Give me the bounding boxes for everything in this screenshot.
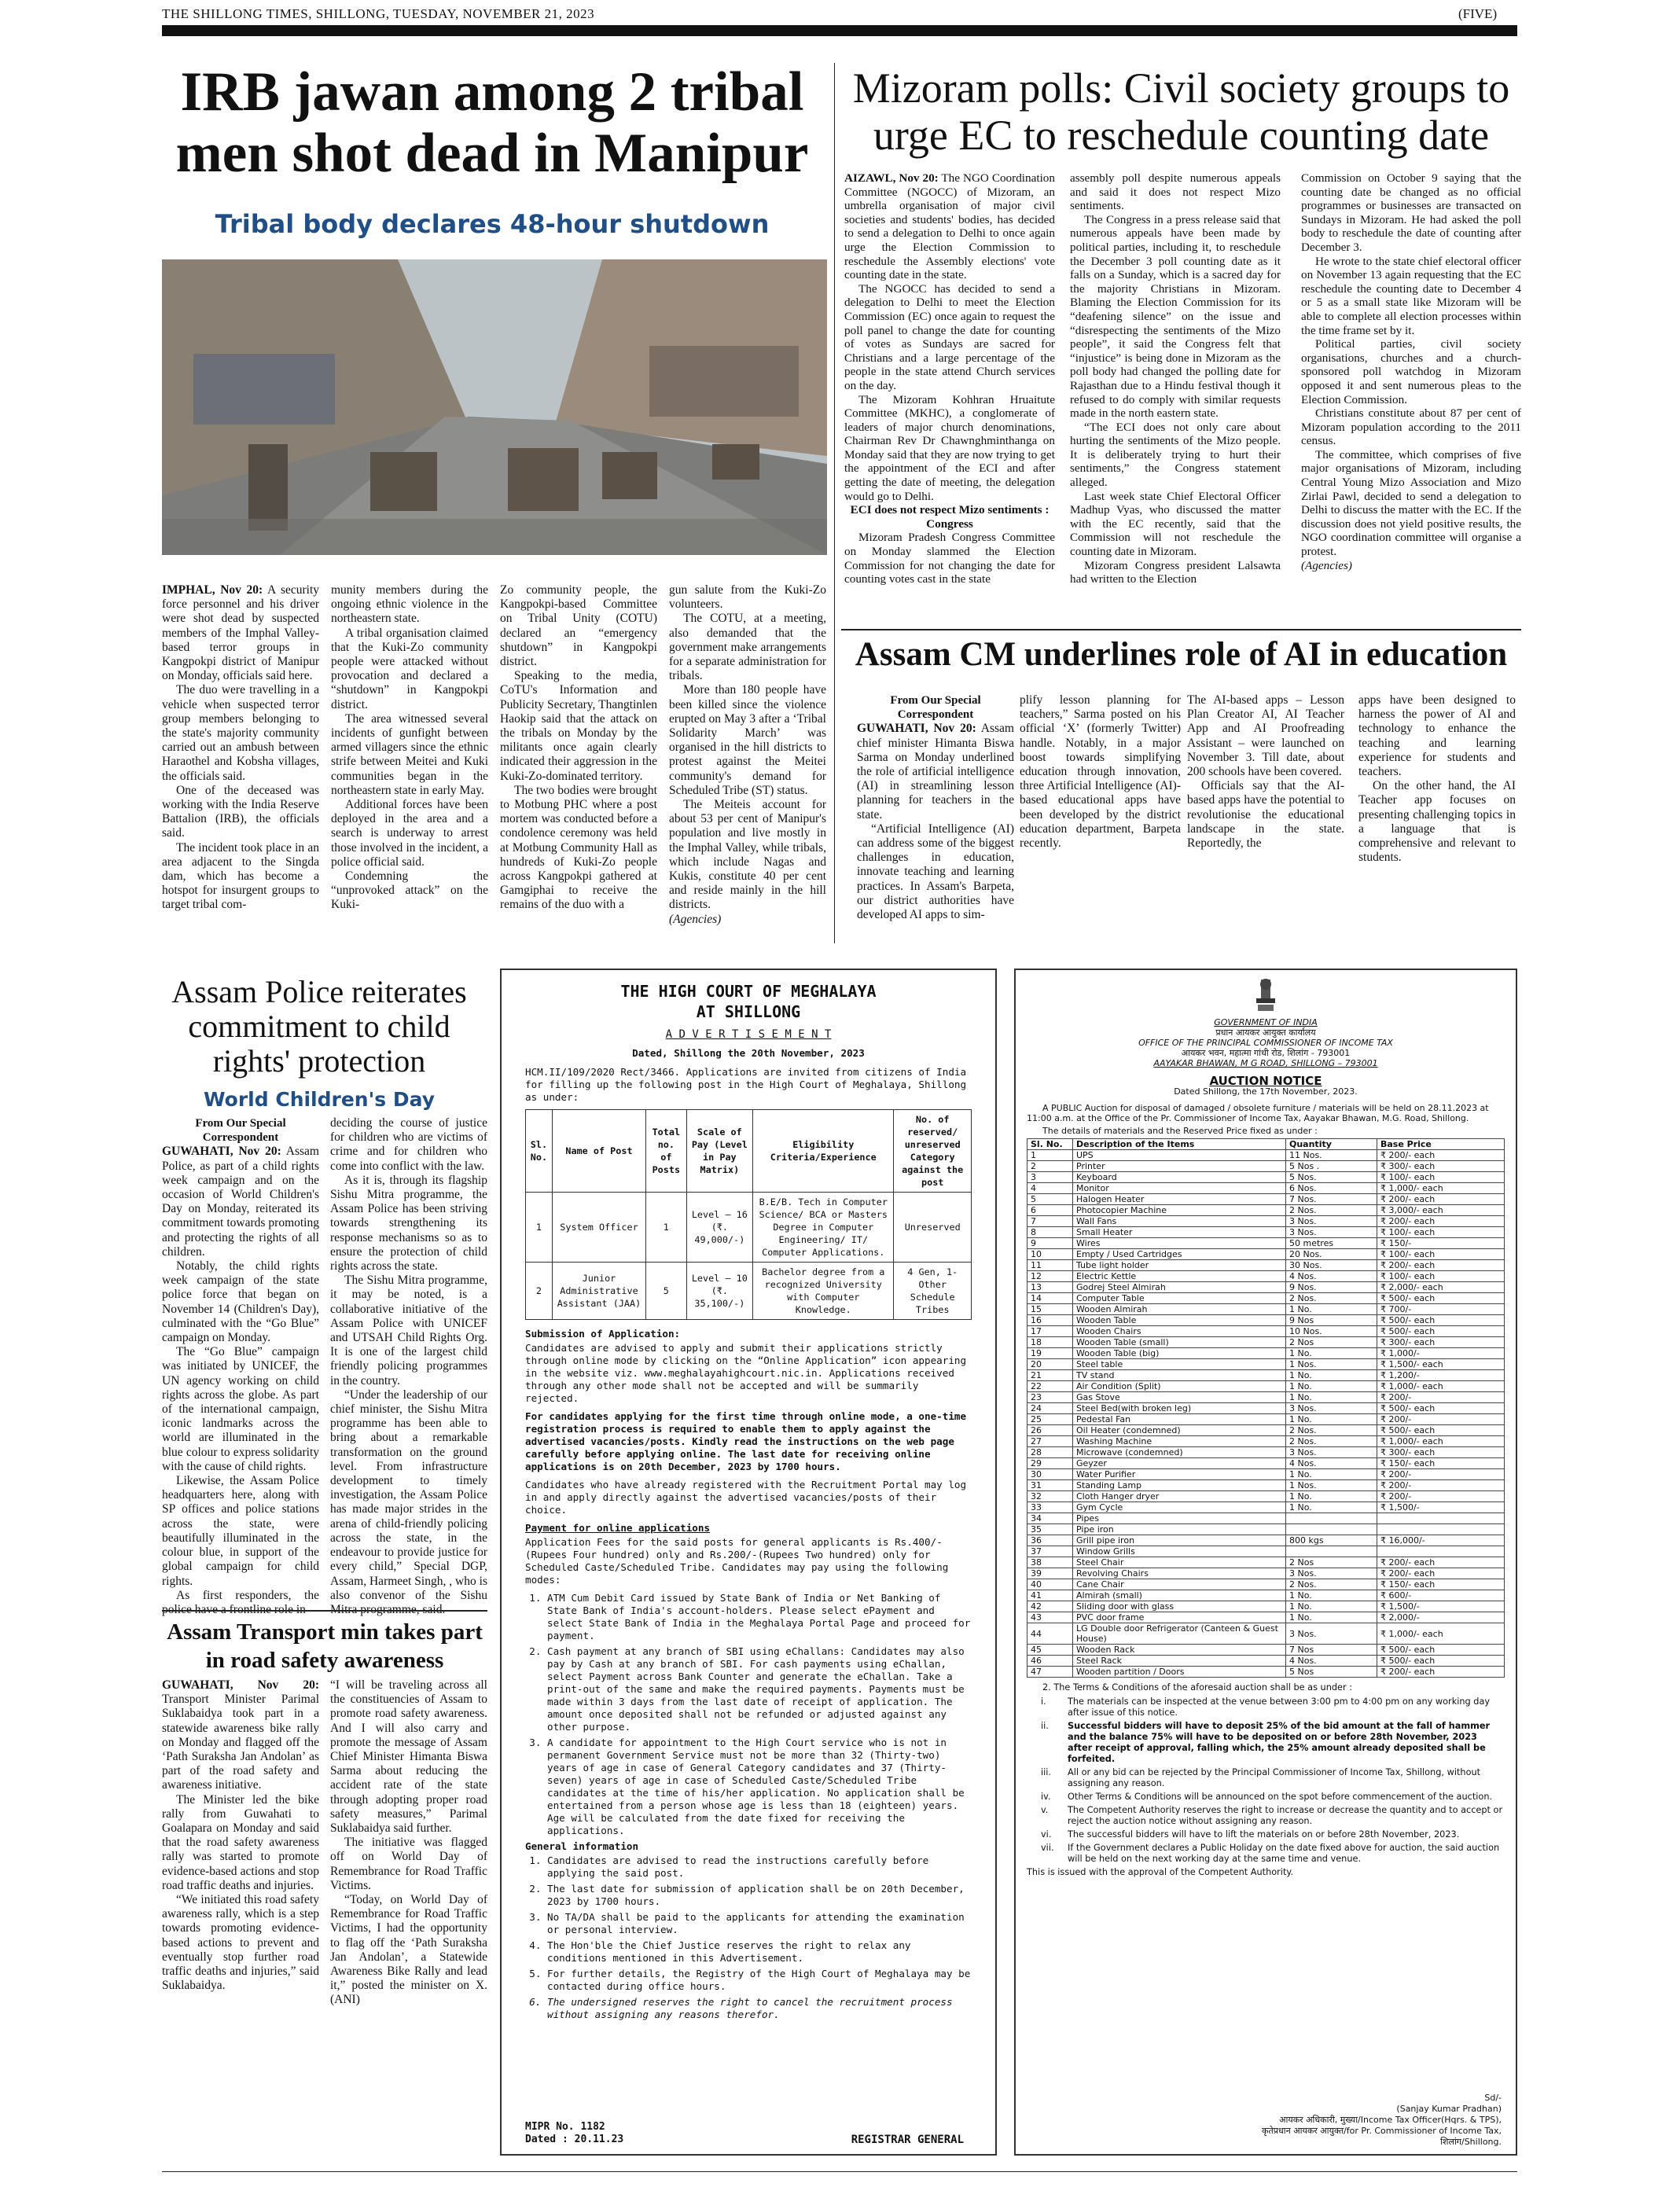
auction-item-row: 4 Monitor 6 Nos. ₹ 1,000/- each [1027,1183,1505,1194]
it-hindi-1: प्रधान आयकर आयुक्त कार्यालय [1215,1027,1316,1038]
auction-item-row: 40 Cane Chair 2 Nos. ₹ 150/- each [1027,1579,1505,1590]
auction-item-row: 9 Wires 50 metres ₹ 150/- [1027,1238,1505,1249]
it-office: OFFICE OF THE PRINCIPAL COMMISSIONER OF INCOME TAX [1138,1038,1393,1048]
story4-bottom-rule [162,1610,487,1612]
auction-item-row: 15 Wooden Almirah 1 No. ₹ 700/- [1027,1304,1505,1315]
auction-item-row: 6 Photocopier Machine 2 Nos. ₹ 3,000/- each [1027,1205,1505,1216]
story5-headline: Assam Transport min takes part in road safety awareness [167,1619,483,1673]
story4-headline: Assam Police reiterates commitment to child rights' protection [171,975,467,1079]
story2-col1: AIZAWL, Nov 20: The NGO Coordination Committee (NGOCC) of Mizoram, an umbrella organisation of major civil societies and students' bodies, has decided to send a delegation to Delhi to once again urge the Election Commission to reschedule the Assembly elections' vote counting date in the state. The NGOCC has decided to send a delegation to Delhi to meet the Election Commission (EC) once again to request the poll panel to change the date for counting of votes as Sundays are sacred for Christians and a large percentage of the people in the state attend Church services on the day. The Mizoram Kohhran Hruaitute Committee (MKHC), a conglomerate of leaders of major church denominations, Chairman Rev Dr Chawnghminthanga on Monday said that they are now trying to get the appointment of the ECI and after getting the date of meeting, the delegation would go to Delhi. ECI does not respect Mizo sentiments : Congress Mizoram Pradesh Congress Committee on Monday slammed the Election Commission for not changing the date for counting votes cast in the state [844,171,1055,586]
shutdown-street-photo [162,259,827,555]
story3-col1: From Our Special Correspondent GUWAHATI, Nov 20: Assam chief minister Himanta Biswa Sarma on Monday underlined the role of artificial intelligence (AI) in streamlining lesson planning for teachers in the state. “Artificial Intelligence (AI) can address some of the biggest challenges in education, innovate teaching and learning practices. In Assam's Barpeta, our district authorities have developed AI apps to sim- [857,694,1014,922]
auction-item-row: 7 Wall Fans 3 Nos. ₹ 200/- each [1027,1216,1505,1227]
auction-term: vi. The successful bidders will have to lift the materials on or before 28th November, 2023. [1041,1829,1460,1840]
auction-item-row: 8 Small Heater 3 Nos. ₹ 100/- each [1027,1227,1505,1238]
auction-item-row: 34 Pipes [1027,1513,1505,1524]
it-intro: A PUBLIC Auction for disposal of damaged / obsolete furniture / materials will be held on 28.11.2023 at 11:00 a.m. at the Office of the Pr. Commissioner of Income Tax, Aayakar Bhawan, M.G. Road, Shillong. [1027,1103,1489,1123]
hc-mipr-date: Dated : 20.11.23 [525,2134,624,2145]
auction-item-row: 23 Gas Stove 1 No. ₹ 200/- [1027,1392,1505,1403]
auction-item-row: 18 Wooden Table (small) 2 Nos ₹ 300/- each [1027,1337,1505,1348]
story4-subhead: World Children's Day [203,1088,435,1111]
auction-item-row: 38 Steel Chair 2 Nos ₹ 200/- each [1027,1557,1505,1568]
auction-term: iv. Other Terms & Conditions will be announced on the spot before commencement of the auction. [1041,1792,1493,1802]
it-hindi-2: आयकर भवन, महात्मा गांधी रोड, शिलांग - 793001 [1181,1048,1351,1058]
it-intro-2: The details of materials and the Reserved Price fixed as under : [1042,1126,1318,1136]
it-terms: 2. The Terms & Conditions of the aforesaid auction shall be as under : i. The materials can be inspected at the venue between 3:00 pm to 4:00 pm on any working day after issue of this notice. ii. Successful bidders will have to deposit 25% of the bid amount at the fall of hammer and the balance 75% will have to be deposited on or before 28th November, 2023 after receipt of approval, falling which, the 25% amount already deposited shall be forfeited. iii. All or any bid can be rejected by the Principal Commissioner of Income Tax, Shillong, without assigning any reason. iv. Other Terms & Conditions will be announced on the spot before commencement of the auction. v. The Competent Authority reserves the right to increase or decrease the quantity and to accept or reject the auction notice without assigning any reason. vi. The successful bidders will have to lift the materials on or before 28th November, 2023. vii. If the Government declares a Public Holiday on the date fixed above for auction, the said auction will be held on the next working day at the same time and venue. This is issued with the approval of the Competent Authority. [1027,1682,1505,1878]
page-number: (FIVE) [1458,6,1498,21]
table-row: 1 System Officer 1 Level – 16 (₹. 49,000/-) B.E/B. Tech in Computer Science/ BCA or Masters Degree in Computer Engineering/ IT/ Computer Applications. Unreserved [526,1193,972,1263]
auction-term: iii. All or any bid can be rejected by the Principal Commissioner of Income Tax, Shillong, without assigning any reason. [1041,1767,1481,1788]
auction-item-row: 42 Sliding door with glass 1 No. ₹ 1,500/- [1027,1601,1505,1612]
auction-item-row: 39 Revolving Chairs 3 Nos. ₹ 200/- each [1027,1568,1505,1579]
it-signature: Sd/- (Sanjay Kumar Pradhan) आयकर अधिकारी, मुख्या/Income Tax Officer(Hqrs. & TPS), कृतेप्रधान आयकर आयुक्त/for Pr. Commissioner of Income Tax, शिलांग/Shillong. [1262,2093,1502,2147]
story1-col3: Zo community people, the Kangpokpi-based Committee on Tribal Unity (COTU) declared an “emergency shutdown” in Kangpokpi district. Speaking to the media, CoTU's Information and Publicity Secretary, Thangtinlen Haokip said that the attack on the tribals on Monday by the militants once again clearly indicated their aggression in the Kuki-Zo-dominated territory. The two bodies were brought to Motbung PHC where a post mortem was conducted before a condolence ceremony was held at Motbung Community Hall as hundreds of Kuki-Zo people across Kangpokpi gathered at Gamgiphai to receive the remains of the duo with a [500,583,657,912]
auction-item-row: 30 Water Purifier 1 No. ₹ 200/- [1027,1469,1505,1480]
it-dated: Dated Shillong, the 17th November, 2023. [1174,1086,1358,1097]
auction-item-row: 21 TV stand 1 No. ₹ 1,200/- [1027,1370,1505,1381]
auction-item-row: 43 PVC door frame 1 No. ₹ 2,000/- [1027,1612,1505,1623]
auction-item-row: 26 Oil Heater (condemned) 2 Nos. ₹ 500/- each [1027,1425,1505,1436]
story2-col2: assembly poll despite numerous appeals and said it does not respect Mizo sentiments. The Congress in a press release said that numerous appeals have been made by political parties, including it, to reschedule the December 3 poll counting date as it falls on a Sunday, which is a sacred day for the majority Christians in Mizoram. Blaming the Election Commission for its “deafening silence” on the issue and “disrespecting the sentiments of the Mizo people”, it said the Congress felt that “injustice” is being done in Mizoram as the poll body had changed the polling date for Rajasthan due to a Hindu festival though it refused to do comply with similar requests made in the north eastern state. “The ECI does not only care about hurting the sentiments of the Mizo people. It is deliberately trying to hurt their sentiments,” the Congress statement alleged. Last week state Chief Electoral Officer Madhup Vyas, who discussed the matter with the EC recently, said that the Commission will not reschedule the counting date in Mizoram. Mizoram Congress president Lalsawta had written to the Election [1070,171,1281,586]
auction-item-row: 3 Keyboard 5 Nos. ₹ 100/- each [1027,1172,1505,1183]
auction-item-row: 17 Wooden Chairs 10 Nos. ₹ 500/- each [1027,1326,1505,1337]
hc-posts-table: Sl. No. Name of Post Total no. of Posts Scale of Pay (Level in Pay Matrix) Eligibility Criteria/Experience No. of reserved/ unreserved Category against the post 1 System Officer 1 Level – 16 (₹. 49,000/-) B.E/B. Tech in Computer Science/ BCA or Masters Degree in Computer Engineering/ IT/ Computer Applications. Unreserved 2 Junior Administrative Assistant (JAA) 5 Level – 10 (₹. 35,100/-) Bachelor degree from a recognized University with Computer Knowledge. 4 Gen, 1-Other Schedule Tribes [525,1109,972,1320]
story4-col2: deciding the course of justice for children who are victims of crime and for children who come into conflict with the law. As it is, through its flagship Sishu Mitra programme, the Assam Police has been striving towards strengthening its response mechanisms so as to ensure the protection of child rights across the state. The Sishu Mitra programme, it may be noted, is a collaborative initiative of the Assam Police with UNICEF and UTSAH Child Rights Org. It is one of the largest child friendly policing programmes in the country. “Under the leadership of our chief minister, the Sishu Mitra programme has been able to bring about a remarkable transformation on the ground level. From infrastructure development to timely investigation, the Assam Police has made major strides in the arena of child-friendly policing across the state, in the endeavour to provide justice for every child,” Special DGP, Assam, Harmeet Singh, , who is also convenor of the Sishu [330,1116,487,1602]
auction-term: v. The Competent Authority reserves the right to increase or decrease the quantity and to accept or reject the auction notice without assigning any reason. [1041,1805,1503,1826]
auction-items-table: Sl. No. Description of the Items Quantity Base Price 1 UPS 11 Nos. ₹ 200/- each 2 Printer 5 Nos . ₹ 300/- each 3 Keyboard 5 Nos. ₹ 100/- each 4 Monitor 6 Nos. ₹ 1,000/- each 5 Halogen Heater 7 Nos. ₹ 200/- each 6 Photocopier Machine 2 Nos. ₹ 3,000/- each 7 Wall Fans 3 Nos. ₹ 200/- each 8 Small Heater 3 Nos. ₹ 100/- each 9 Wires 50 metres ₹ 150/- 10 Empty / Used Cartridges 20 Nos. ₹ 100/- each 11 Tube light holder 30 Nos. ₹ 200/- each 12 Electric Kettle 4 Nos. ₹ 100/- each 13 Godrej Steel Almirah 9 Nos. ₹ 2,000/- each 14 Computer Table 2 Nos. ₹ 500/- each 15 Wooden Almirah 1 No. ₹ 700/- 16 Wooden Table 9 Nos ₹ 500/- each 17 Wooden Chairs 10 Nos. ₹ 500/- each 18 Wooden Table (small) 2 Nos ₹ 300/- each 19 Wooden Table (big) 1 No. ₹ 1,000/- 20 Steel table 1 Nos. ₹ 1,500/- each 21 TV stand 1 No. ₹ 1,200/- 22 Air Condition (Split) 1 No. ₹ 1,000/- each 23 Gas Stove 1 No. ₹ 200/- 24 Steel Bed(with broken leg) 3 Nos. ₹ 500/- each 25 Pedestal Fan 1 No. ₹ 200/- 26 Oil Heater (condemned) 2 Nos. ₹ 500/- each 27 Washing Machine 2 Nos. ₹ 1,000/- each 28 Microwave (condemned) 3 Nos. ₹ 300/- each 29 Geyzer 4 Nos. ₹ 150/- each 30 Water Purifier 1 No. ₹ 200/- 31 Standing Lamp 1 Nos. ₹ 200/- 32 Cloth Hanger dryer 1 No. ₹ 200/- 33 Gym Cycle 1 No. ₹ 1,500/- 34 Pipes 35 Pipe iron 36 Grill pipe iron 800 kgs ₹ 16,000/- 37 Window Grills 38 Steel Chair 2 Nos ₹ 200/- each 39 Revolving Chairs 3 Nos. ₹ 200/- each 40 Cane Chair 2 Nos. ₹ 150/- each 41 Almirah (small) 1 No. ₹ 600/- 42 Sliding door with glass 1 No. ₹ 1,500/- 43 PVC door frame 1 No. ₹ 2,000/- 44 LG Double door Refrigerator (Canteen & Guest House) 3 Nos. ₹ 1,000/- each 45 Wooden Rack 7 Nos ₹ 500/- each 46 Steel Rack 4 Nos. ₹ 500/- each 47 Wooden partition / Doors 5 Nos ₹ 200/- each [1027,1138,1505,1678]
story4-col1: From Our Special Correspondent GUWAHATI, Nov 20: Assam Police, as part of a child rights week campaign and on the occasion of World Children's Day on Monday, reiterated its commitment towards promoting and protecting the rights of all children. Notably, the child rights week campaign of the state police force that began on November 14 (Children's Day), culminated with the “Go Blue” campaign on Monday. The “Go Blue” campaign was initiated by UNICEF, the UN agency working on child rights across the globe. As part of the international campaign, iconic landmarks across the world are illuminated in the blue colour to express solidarity with the cause of child rights. Likewise, the Assam Police headquarters here, along with SP offices and police stations across the state, were beautifully illuminated in the colour blue, in support of the global campaign for child rights. As first responders, the [162,1117,319,1602]
auction-item-row: 32 Cloth Hanger dryer 1 No. ₹ 200/- [1027,1491,1505,1502]
auction-item-row: 41 Almirah (small) 1 No. ₹ 600/- [1027,1590,1505,1601]
story1-headline: IRB jawan among 2 tribal men shot dead in Manipur [175,61,809,184]
high-court-advertisement: THE HIGH COURT OF MEGHALAYA AT SHILLONG A D V E R T I S E M E N T Dated, Shillong the 20th November, 2023 HCM.II/109/2020 Rect/3466. Applications are invited from citizens of India for filling up the following post in the High Court of Meghalaya, Shillong as under: Sl. No. Name of Post Total no. of Posts Scale of Pay (Level in Pay Matrix) Eligibility Criteria/Experience No. of reserved/ unreserved Category against the post 1 System Officer 1 Level – 16 (₹. 49,000/-) B.E/B. Tech in Computer Science/ BCA or Masters Degree in Computer Engineering/ IT/ Computer Applications. Unreserved 2 Junior Administrative Assistant (JAA) 5 Level – 10 (₹. 35,100/-) Bachelor degree from a recognized University with Computer Knowledge. 4 Gen, 1-Other Schedule Tribes Submission of Application: Candidates are advised to apply and submit their applications strictly through online mode by clicking on the “Online Application” icon appearing in the website viz. www.meghalayahighcourt.nic.in. Applications received through any other mode shall not be accepted and will be summarily rejected. For candidates applying for the first time through online mode, a one-time registration process is required to enable them to apply against the advertised vacancies/posts. Kindly read the instructions on the web page carefully before applying online. The last date for receiving online applications is on 20th December, 2023 by 1700 hours. Candidates who have already registered with the Recruitment Portal may log in and apply directly against the advertised vacancies/posts of their choice. Payment for online applications Application Fees for the said posts for general applicants is Rs.400/-(Rupees Four hundred) only and Rs.200/-(Rupees Two hundred) only for Scheduled Caste/Scheduled Tribe. Candidates may pay using the following modes: 1. ATM Cum Debit Card issued by State Bank of India or Net Banking of State Bank of India's account-holders. Please select ePayment and select State Bank of India in the Meghalaya Portal Page and proceed for payment. 2. Cash payment at any branch of SBI using eChallans: Candidates may also pay by Cash at any branch of SBI. For cash payments using eChallan, select Payment across Bank Counter and generate the eChallan. Take a print-out of the same and make the required payments. Payments must be made within 3 days from the last date of receipt of application. The amount once deposited shall not be refunded or adjusted against any other purpose. 3. A candidate for appointment to the High Court service who is not in permanent Government Service must not be more than 32 (Thirty-two) years of age in case of General Category candidates and 37 (Thirty-seven) years of age in case of Scheduled Caste/Scheduled Tribe candidates at the time of his/her application. No application shall be entertained from a person whose age is less than 18 (eighteen) years. Age will be calculated from the date fixed for receiving the applications. General information 1. Candidates are advised to read the instructions carefully before applying the said post. 2. The last date for submission of application shall be on 20th December, 2023 by 1700 hours. 3. No TA/DA shall be paid to the applicants for attending the examination or personal interview. 4. The Hon'ble the Chief Justice reserves the right to relax any conditions mentioned in this Advertisement. 5. For further details, the Registry of the High Court of Meghalaya may be contacted during office hours. 6. The undersigned reserves the right to cancel the recruitment process without assigning any reasons therefor. MIPR No. 1182 Dated : 20.11.23 REGISTRAR GENERAL [500,969,997,2156]
auction-item-row: 2 Printer 5 Nos . ₹ 300/- each [1027,1161,1505,1172]
table-row: 2 Junior Administrative Assistant (JAA) 5 Level – 10 (₹. 35,100/-) Bachelor degree from a recognized University with Computer Knowledge. 4 Gen, 1-Other Schedule Tribes [526,1263,972,1320]
masthead-date: THE SHILLONG TIMES, SHILLONG, TUESDAY, NOVEMBER 21, 2023 [162,6,595,21]
story1-subhead: Tribal body declares 48-hour shutdown [215,209,770,239]
it-gov: GOVERNMENT OF INDIA [1214,1017,1318,1027]
story1-col4: gun salute from the Kuki-Zo volunteers. The COTU, at a meeting, also demanded that the government make arrangements for a separate administration for tribals. More than 180 people have been killed since the violence erupted on May 3 after a ‘Tribal Solidarity March’ was organised in the hill districts to protest against the Meitei community's demand for Scheduled Tribe (ST) status. The Meiteis account for about 53 per cent of Manipur's population and live mostly in the Imphal Valley, while tribals, which include Nagas and Kukis, constitute 40 per cent and reside mainly in the hill districts. (Agencies) [669,583,826,926]
masthead-rule [162,25,1517,36]
auction-item-row: 47 Wooden partition / Doors 5 Nos ₹ 200/- each [1027,1667,1505,1678]
auction-item-row: 20 Steel table 1 Nos. ₹ 1,500/- each [1027,1359,1505,1370]
street-photo-image [162,259,827,555]
auction-term: ii. Successful bidders will have to deposit 25% of the bid amount at the fall of hammer and the balance 75% will have to be deposited on or before 28th November, 2023 after receipt of approval, falling which, the 25% amount already deposited shall be forfeited. [1041,1721,1491,1764]
auction-item-row: 14 Computer Table 2 Nos. ₹ 500/- each [1027,1293,1505,1304]
auction-item-row: 19 Wooden Table (big) 1 No. ₹ 1,000/- [1027,1348,1505,1359]
story2-headline: Mizoram polls: Civil society groups to urge EC to reschedule counting date [852,64,1510,159]
story3-col2: plify lesson planning for teachers,” Sarma posted on his official ‘X’ (formerly Twitter) handle. Notably, in a major boost towards simplifying education through innovation, three Artificial Intelligence (AI)-based educational apps have been developed by the district education department, Barpeta recently. [1020,693,1181,851]
auction-item-row: 24 Steel Bed(with broken leg) 3 Nos. ₹ 500/- each [1027,1403,1505,1414]
hc-title-2: AT SHILLONG [696,1002,801,1021]
auction-item-row: 16 Wooden Table 9 Nos ₹ 500/- each [1027,1315,1505,1326]
auction-item-row: 12 Electric Kettle 4 Nos. ₹ 100/- each [1027,1271,1505,1282]
story3-headline: Assam CM underlines role of AI in education [855,636,1508,673]
story5-col1: GUWAHATI, Nov 20: Transport Minister Parimal Suklabaidya took part in a statewide awareness bike rally on Monday and flagged off the ‘Path Suraksha Jan Andolan’ as part of the road safety and awareness initiative. The Minister led the bike rally from Guwahati to Goalapara on Monday and said that the road safety awareness rally was started to promote evidence-based actions and stop road traffic deaths and injuries. “We initiated this road safety awareness rally, which is a step towards promoting evidence-based actions to prevent and eventually stop further road traffic deaths and injuries,” said Suklabaidya. [162,1678,319,1993]
auction-item-row: 11 Tube light holder 30 Nos. ₹ 200/- each [1027,1260,1505,1271]
auction-item-row: 44 LG Double door Refrigerator (Canteen & Guest House) 3 Nos. ₹ 1,000/- each [1027,1623,1505,1645]
auction-term: i. The materials can be inspected at the venue between 3:00 pm to 4:00 pm on any working day after issue of this notice. [1041,1696,1491,1718]
it-address: AAYAKAR BHAWAN, M G ROAD, SHILLONG – 793001 [1153,1058,1378,1068]
hc-title: THE HIGH COURT OF MEGHALAYA [620,982,877,1001]
story1-col2: munity members during the ongoing ethnic violence in the northeastern state. A tribal organisation claimed that the Kuki-Zo community people were attacked without provocation and declared a “shutdown” in Kangpokpi district. The area witnessed several incidents of gunfight between armed villagers since the ethnic strife between Meitei and Kuki communities began in the northeastern state in early May. Additional forces have been deployed in the area and a search is underway to arrest those involved in the incident, a police official said. Condemning the “unprovoked attack” on the Kuki- [331,583,488,912]
auction-item-row: 33 Gym Cycle 1 No. ₹ 1,500/- [1027,1502,1505,1513]
auction-item-row: 35 Pipe iron [1027,1524,1505,1535]
auction-item-row: 31 Standing Lamp 1 Nos. ₹ 200/- [1027,1480,1505,1491]
auction-item-row: 37 Window Grills [1027,1546,1505,1557]
auction-item-row: 27 Washing Machine 2 Nos. ₹ 1,000/- each [1027,1436,1505,1447]
story2-col3: Commission on October 9 saying that the counting date be changed as no official programmes or businesses are transacted on Sundays in Mizoram. He had asked the poll body to reschedule the date of counting after December 3. He wrote to the state chief electoral officer on November 13 again requesting that the EC reschedule the counting date to December 4 or 5 as a small state like Mizoram will be able to complete all election processes within the time frame set by it. Political parties, civil society organisations, churches and a church-sponsored poll watchdog in Mizoram opposed it and sent numerous pleas to the Election Commission. Christians constitute about 87 per cent of Mizoram population according to the 2011 census. The committee, which comprises of five major organisations of Mizoram, including Central Young Mizo Association and Mizo Zirlai Pawl, decided to send a delegation to Delhi to discuss the matter with the EC. If the discussion does not yield positive results, the NGO coordination committee will organise a protest. (Agencies) [1301,171,1521,572]
ashoka-emblem-icon [1250,976,1281,1017]
story5-col2: “I will be traveling across all the constituencies of Assam to promote road safety awareness. And I will also carry and promote the message of Assam Chief Minister Himanta Biswa Sarma about reducing the accident rate of the state through adopting proper road safety measures,” Parimal Suklabaidya said further. The initiative was flagged off on World Day of Remembrance for Road Traffic Victims. “Today, on World Day of Remembrance for Road Traffic Victims, I had the opportunity to flag off the ‘Path Suraksha Jan Andolan’, a Statewide Awareness Bike Rally and lead it,” posted the minister on X. (ANI) [330,1678,487,2007]
it-title: AUCTION NOTICE [1209,1074,1322,1088]
auction-item-row: 5 Halogen Heater 7 Nos. ₹ 200/- each [1027,1194,1505,1205]
column-divider [834,63,835,943]
auction-item-row: 29 Geyzer 4 Nos. ₹ 150/- each [1027,1458,1505,1469]
auction-item-row: 22 Air Condition (Split) 1 No. ₹ 1,000/- each [1027,1381,1505,1392]
auction-item-row: 10 Empty / Used Cartridges 20 Nos. ₹ 100/- each [1027,1249,1505,1260]
income-tax-auction-notice [1014,969,1517,2156]
auction-item-row: 46 Steel Rack 4 Nos. ₹ 500/- each [1027,1656,1505,1667]
hc-registrar: REGISTRAR GENERAL [851,2134,964,2146]
auction-item-row: 1 UPS 11 Nos. ₹ 200/- each [1027,1150,1505,1161]
hc-advertisement-label: A D V E R T I S E M E N T [665,1028,832,1041]
story3-col3: The AI-based apps – Lesson Plan Creator AI, AI Teacher App and AI Proofreading Assistant – were launched on November 3. Till date, about 200 schools have been covered. Officials say that the AI-based apps have the potential to revolutionise the educational landscape in the state. Reportedly, the [1187,693,1344,851]
hc-dated: Dated, Shillong the 20th November, 2023 [632,1047,865,1059]
auction-item-row: 28 Microwave (condemned) 3 Nos. ₹ 300/- each [1027,1447,1505,1458]
hc-mipr: MIPR No. 1182 [525,2121,605,2133]
story1-col1: IMPHAL, Nov 20: A security force personnel and his driver were shot dead by suspected members of the Imphal Valley-based terror groups in Kangpokpi district of Manipur on Monday, officials said here. The duo were travelling in a vehicle when suspected terror group members belonging to the state's majority community carried out an ambush between Haraothel and Kobsha villages, the officials said. One of the deceased was working with the India Reserve Battalion (IRB), the officials said. The incident took place in an area adjacent to the Singda dam, which has become a hotspot for insurgent groups to target tribal com- [162,583,319,912]
story3-col4: apps have been designed to harness the power of AI and technology to enhance the teaching and learning experience for students and teachers. On the other hand, the AI Teacher app focuses on presenting challenging topics in a language that is comprehensive and relevant to students. [1358,693,1516,865]
hc-ref: HCM.II/109/2020 Rect/3466. Applications are invited from citizens of India for filling up the following post in the High Court of Meghalaya, Shillong as under: [525,1066,967,1103]
auction-item-row: 45 Wooden Rack 7 Nos ₹ 500/- each [1027,1645,1505,1656]
auction-term: vii. If the Government declares a Public Holiday on the date fixed above for auction, the said auction will be held on the next working day at the same time and venue. [1041,1843,1500,1864]
page-bottom-rule [162,2171,1517,2172]
story2-bottom-rule [841,629,1521,630]
auction-item-row: 13 Godrej Steel Almirah 9 Nos. ₹ 2,000/- each [1027,1282,1505,1293]
auction-item-row: 25 Pedestal Fan 1 No. ₹ 200/- [1027,1414,1505,1425]
auction-item-row: 36 Grill pipe iron 800 kgs ₹ 16,000/- [1027,1535,1505,1546]
